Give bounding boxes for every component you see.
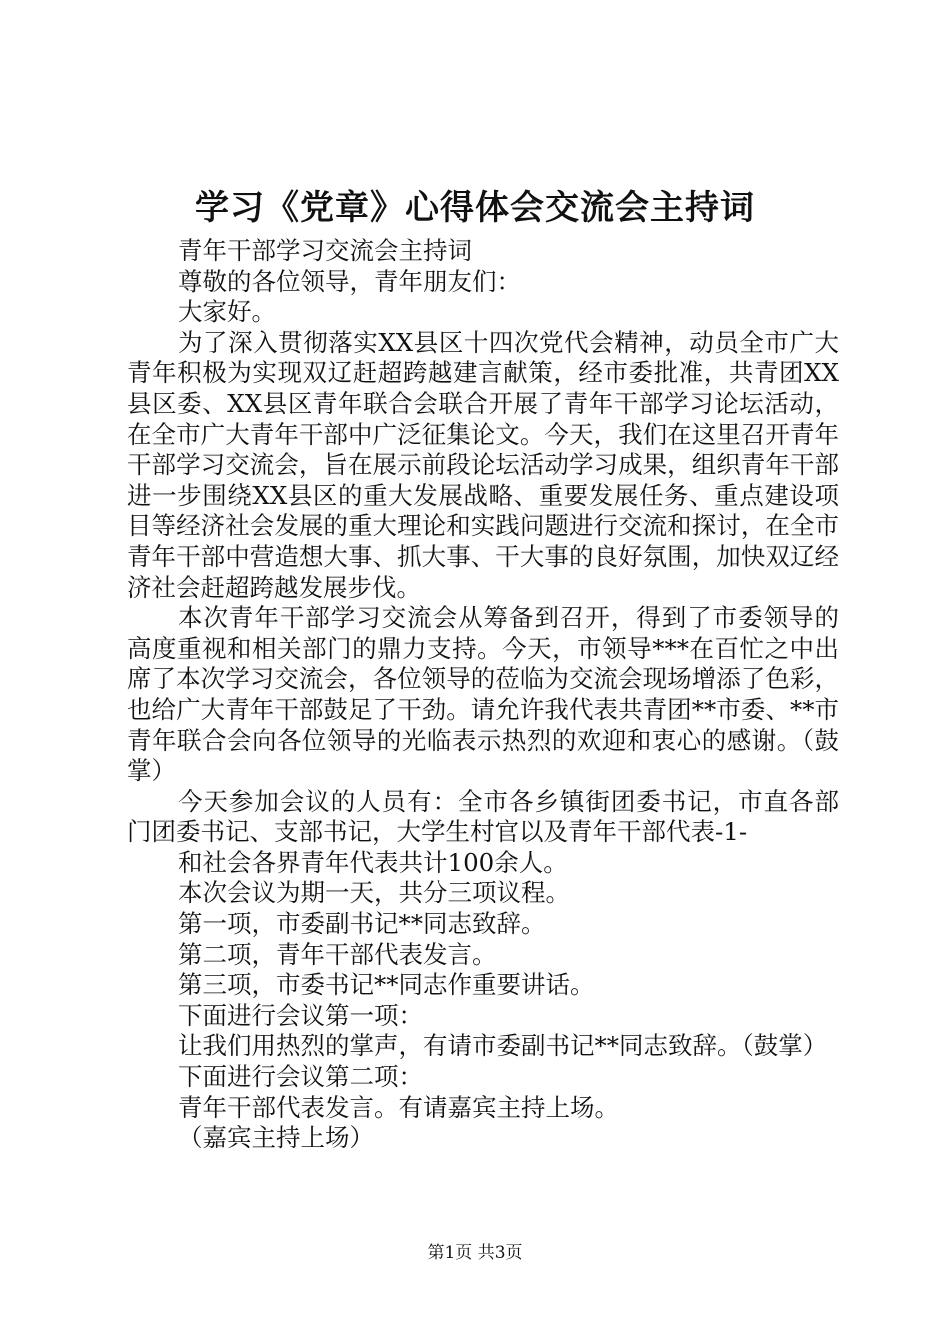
paragraph-attendees: 今天参加会议的人员有：全市各乡镇街团委书记，市直各部门团委书记、支部书记，大学生村官以及青年干部代表-1- bbox=[127, 786, 839, 847]
paragraph-attendees-count: 和社会各界青年代表共计100余人。 bbox=[178, 847, 568, 877]
document-body bbox=[127, 236, 839, 1154]
paragraph-item-1-speech: 让我们用热烈的掌声，有请市委副书记**同志致辞。（鼓掌） bbox=[178, 1031, 828, 1061]
paragraph-item-2-speech: 青年干部代表发言。有请嘉宾主持上场。 bbox=[178, 1092, 619, 1122]
paragraph-item-2-start: 下面进行会议第二项： bbox=[178, 1062, 423, 1092]
paragraph-agenda-item-3: 第三项，市委书记**同志作重要讲话。 bbox=[178, 970, 595, 1000]
paragraph-agenda-item-2: 第二项，青年干部代表发言。 bbox=[178, 939, 497, 969]
paragraph-stage-direction: （嘉宾主持上场） bbox=[178, 1123, 374, 1153]
paragraph-item-1-start: 下面进行会议第一项： bbox=[178, 1000, 423, 1030]
paragraph-greeting: 尊敬的各位领导，青年朋友们： bbox=[178, 266, 521, 296]
paragraph-agenda-intro: 本次会议为期一天，共分三项议程。 bbox=[178, 878, 570, 908]
paragraph-heading: 青年干部学习交流会主持词 bbox=[178, 236, 472, 265]
paragraph-hello: 大家好。 bbox=[178, 297, 276, 327]
paragraph-agenda-item-1: 第一项，市委副书记**同志致辞。 bbox=[178, 909, 546, 939]
page-number: 第1页 共3页 bbox=[427, 1243, 523, 1263]
paragraph-thanks: 本次青年干部学习交流会从筹备到召开，得到了市委领导的高度重视和相关部门的鼎力支持。今天，市领导***在百忙之中出席了本次学习交流会，各位领导的莅临为交流会现场增添了色彩，也给广大青年干部鼓足了干劲。请允许我代表共青团**市委、**市青年联合会向各位领导的光临表示热烈的欢迎和衷心的感谢。（鼓掌） bbox=[127, 603, 839, 786]
paragraph-background: 为了深入贯彻落实XX县区十四次党代会精神，动员全市广大青年积极为实现双辽赶超跨越建言献策，经市委批准，共青团XX县区委、XX县区青年联合会联合开展了青年干部学习论坛活动，在全市广大青年干部中广泛征集论文。今天，我们在这里召开青年干部学习交流会，旨在展示前段论坛活动学习成果，组织青年干部进一步围绕XX县区的重大发展战略、重要发展任务、重点建设项目等经济社会发展的重大理论和实践问题进行交流和探讨，在全市青年干部中营造想大事、抓大事、干大事的良好氛围，加快双辽经济社会赶超跨越发展步伐。 bbox=[127, 327, 839, 602]
document-title: 学习《党章》心得体会交流会主持词 bbox=[195, 188, 755, 228]
